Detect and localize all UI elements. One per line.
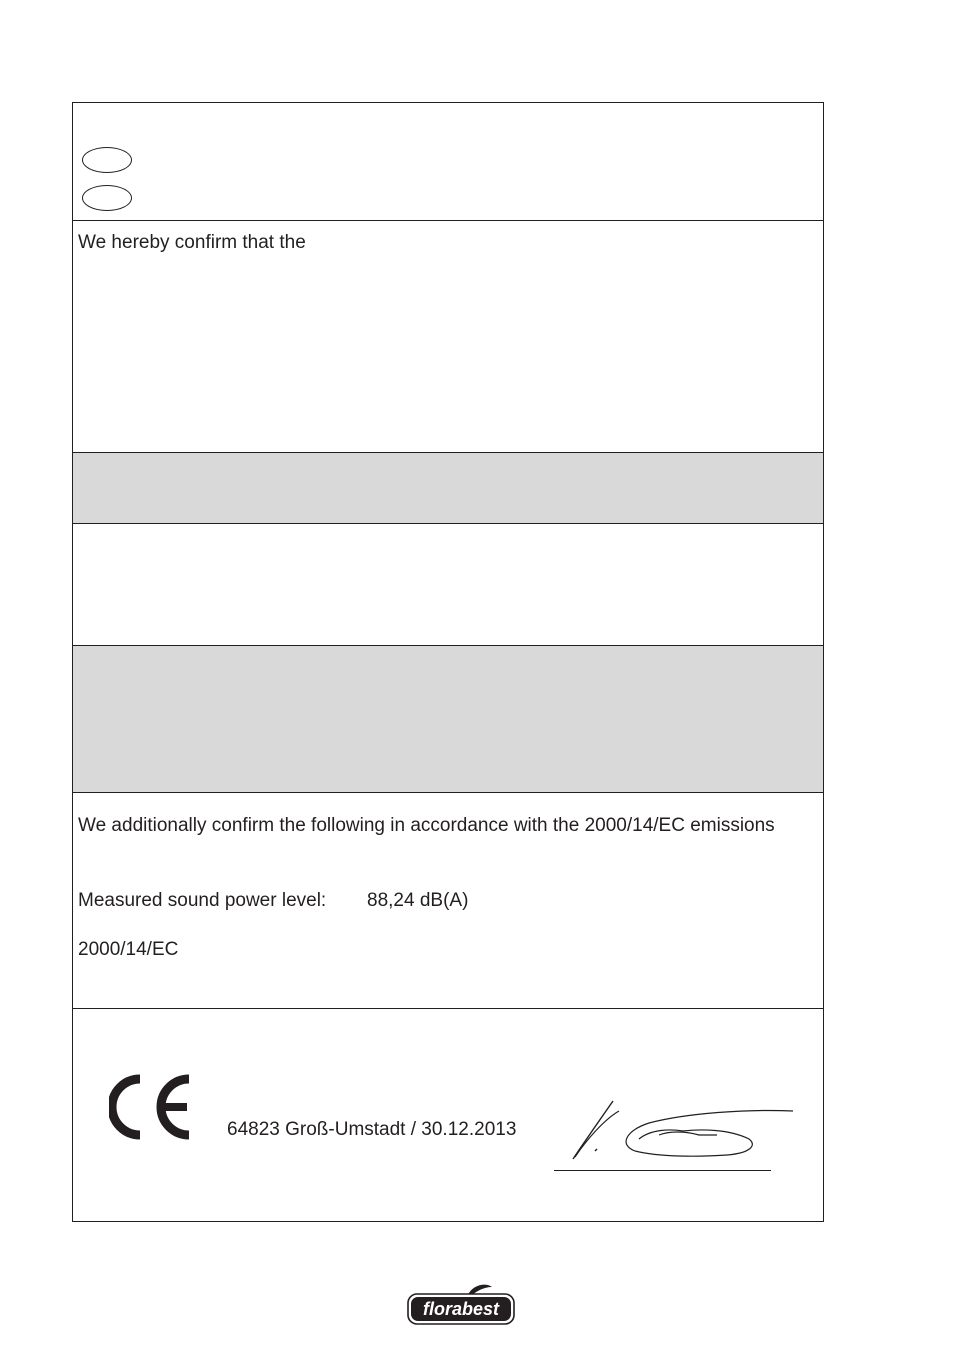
directive-reference: 2000/14/EC [78, 939, 179, 960]
sound-power-value: 88,24 dB(A) [367, 890, 469, 911]
florabest-logo [406, 1283, 516, 1327]
signature-icon [551, 1089, 805, 1173]
country-badge-top [82, 147, 132, 173]
declaration-form [72, 102, 824, 1222]
brand-name: florabest [422, 1299, 500, 1319]
ce-mark-icon [109, 1073, 193, 1141]
country-badge-bottom [82, 185, 132, 211]
confirmation-intro: We hereby confirm that the [78, 232, 306, 253]
header-section [73, 103, 823, 221]
signature-line [554, 1170, 771, 1171]
emissions-intro: We additionally confirm the following in accordance with the 2000/14/EC emissions [78, 815, 775, 836]
blank-row [73, 524, 823, 646]
emissions-section [73, 793, 823, 1009]
sound-power-label: Measured sound power level: [78, 890, 327, 911]
shaded-row-2 [73, 646, 823, 793]
signature-section [73, 1009, 823, 1221]
confirmation-section [73, 221, 823, 453]
shaded-row-1 [73, 453, 823, 524]
place-and-date: 64823 Groß-Umstadt / 30.12.2013 [227, 1119, 517, 1140]
